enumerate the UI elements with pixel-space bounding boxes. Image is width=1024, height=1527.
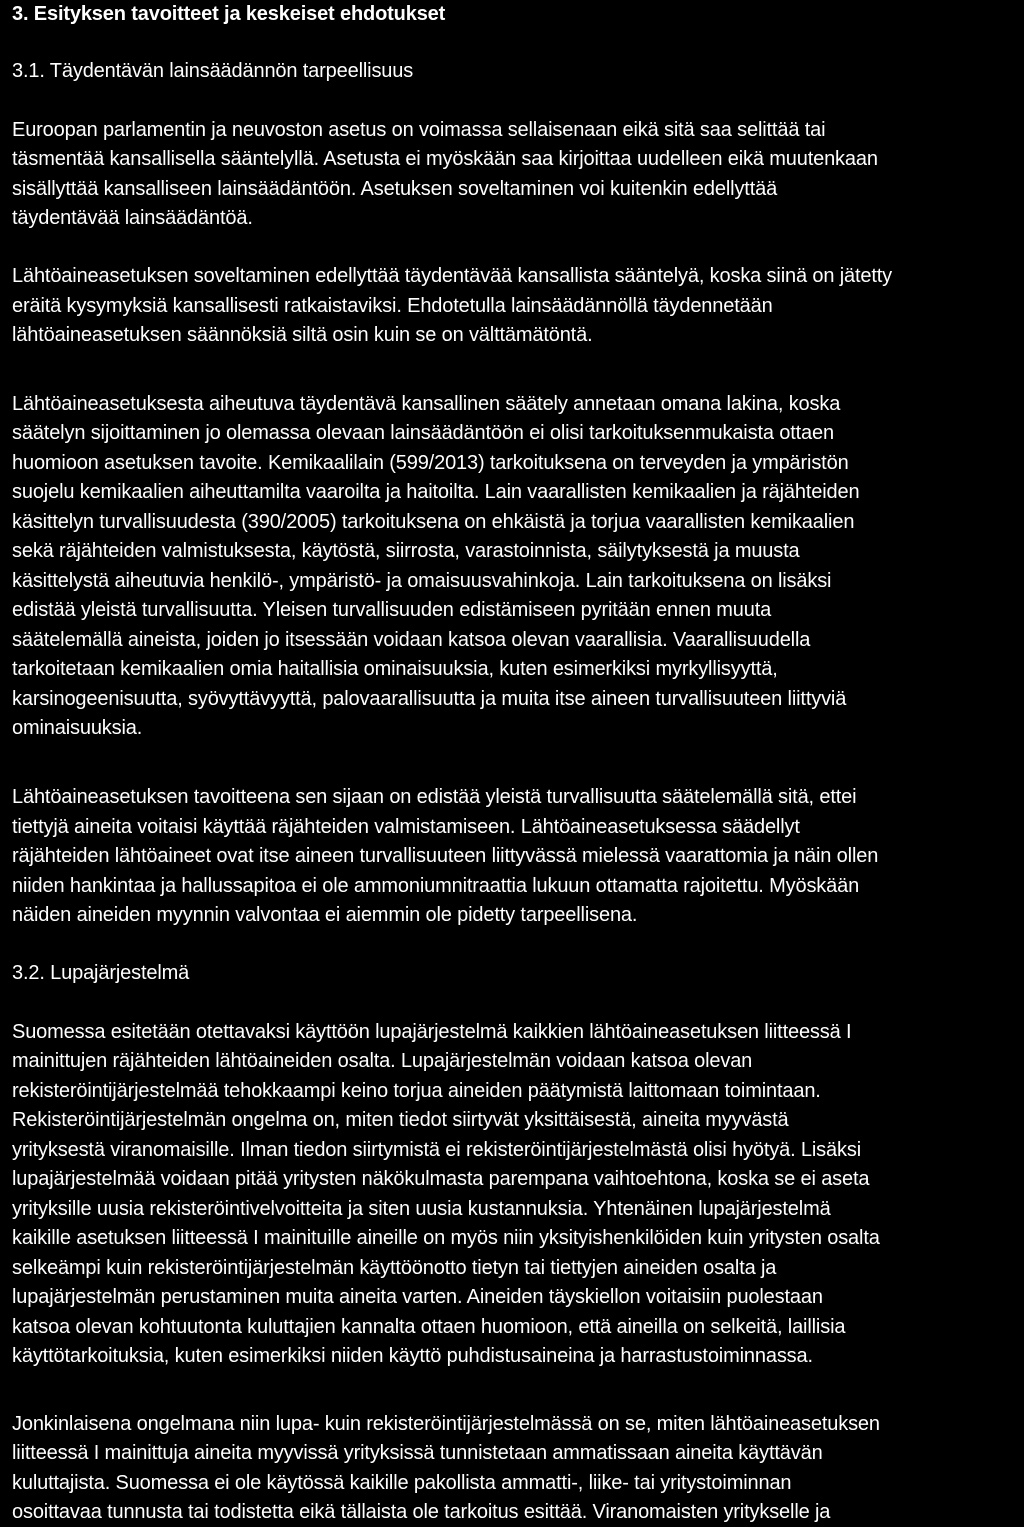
section-heading: 3. Esityksen tavoitteet ja keskeiset ehdotukset bbox=[12, 3, 446, 25]
text-line: eräitä kysymyksiä kansallisesti ratkaistaviksi. Ehdotetulla lainsäädännöllä täydennetään bbox=[12, 295, 773, 317]
text-line: säätelyn sijoittaminen jo olemassa olevaan lainsäädäntöön ei olisi tarkoituksenmukaista ottaen bbox=[12, 422, 834, 444]
text-line: sisällyttää kansalliseen lainsäädäntöön. Asetuksen soveltaminen voi kuitenkin edellyttää bbox=[12, 178, 778, 200]
text-line: ominaisuuksia. bbox=[12, 717, 143, 739]
text-line: Lähtöaineasetuksen tavoitteena sen sijaan on edistää yleistä turvallisuutta säätelemällä sitä, ettei bbox=[12, 786, 857, 808]
text-line: edistää yleistä turvallisuutta. Yleisen turvallisuuden edistämiseen pyritään ennen muuta bbox=[12, 599, 772, 621]
text-line: käsittelystä aiheutuvia henkilö-, ympäristö- ja omaisuusvahinkoja. Lain tarkoituksena on lisäksi bbox=[12, 570, 832, 592]
text-line: käyttötarkoituksia, kuten esimerkiksi niiden käyttö puhdistusaineina ja harrastustoiminnassa. bbox=[12, 1345, 813, 1367]
subsection-heading-3-1: 3.1. Täydentävän lainsäädännön tarpeellisuus bbox=[12, 60, 414, 82]
text-line: säätelemällä aineista, joiden jo itsessään voidaan katsoa olevan vaarallisia. Vaarallisuudella bbox=[12, 629, 811, 651]
text-line: selkeämpi kuin rekisteröintijärjestelmän käyttöönotto tietyn tai tiettyjen aineiden osalta ja bbox=[12, 1257, 777, 1279]
text-line: tiettyjä aineita voitaisi käyttää räjähteiden valmistamiseen. Lähtöaineasetuksessa säädellyt bbox=[12, 816, 800, 838]
text-line: osoittavaa tunnusta tai todistetta eikä tällaista ole tarkoitus esittää. Viranomaisten yritykselle ja bbox=[12, 1501, 831, 1523]
text-line: näiden aineiden myynnin valvontaa ei aiemmin ole pidetty tarpeellisena. bbox=[12, 904, 638, 926]
text-line: lähtöaineasetuksen säännöksiä siltä osin kuin se on välttämätöntä. bbox=[12, 324, 593, 346]
text-line: katsoa olevan kohtuutonta kuluttajien kannalta ottaen huomioon, että aineilla on selkeitä, laillisia bbox=[12, 1316, 846, 1338]
text-line: täydentävää lainsäädäntöä. bbox=[12, 207, 253, 229]
text-line: sekä räjähteiden valmistuksesta, käytöstä, siirrosta, varastoinnista, säilytyksestä ja muusta bbox=[12, 540, 800, 562]
text-line: huomioon asetuksen tavoite. Kemikaalilain (599/2013) tarkoituksena on terveyden ja ympäristön bbox=[12, 452, 849, 474]
text-line: räjähteiden lähtöaineet ovat itse aineen turvallisuuteen liittyvässä mielessä vaarattomia ja näin ollen bbox=[12, 845, 879, 867]
text-line: niiden hankintaa ja hallussapitoa ei ole ammoniumnitraattia lukuun ottamatta rajoitettu. Myöskään bbox=[12, 875, 860, 897]
text-line: mainittujen räjähteiden lähtöaineiden osalta. Lupajärjestelmän voidaan katsoa olevan bbox=[12, 1050, 753, 1072]
text-line: lupajärjestelmän perustaminen muita aineita varten. Aineiden täyskiellon voitaisiin puolestaan bbox=[12, 1286, 823, 1308]
text-line: suojelu kemikaalien aiheuttamilta vaaroilta ja haitoilta. Lain vaarallisten kemikaalien ja räjähteiden bbox=[12, 481, 860, 503]
text-line: yrityksille uusia rekisteröintivelvoitteita ja siten uusia kustannuksia. Yhtenäinen lupajärjestelmä bbox=[12, 1198, 831, 1220]
text-line: täsmentää kansallisella sääntelyllä. Asetusta ei myöskään saa kirjoittaa uudelleen eikä muutenkaan bbox=[12, 148, 878, 170]
text-line: Lähtöaineasetuksen soveltaminen edellyttää täydentävää kansallista sääntelyä, koska siinä on jätetty bbox=[12, 265, 893, 287]
text-line: Suomessa esitetään otettavaksi käyttöön lupajärjestelmä kaikkien lähtöaineasetuksen liitteessä I bbox=[12, 1021, 852, 1043]
text-line: käsittelyn turvallisuudesta (390/2005) tarkoituksena on ehkäistä ja torjua vaarallisten kemikaalien bbox=[12, 511, 855, 533]
text-line: Euroopan parlamentin ja neuvoston asetus on voimassa sellaisenaan eikä sitä saa selittää tai bbox=[12, 119, 826, 141]
text-line: rekisteröintijärjestelmää tehokkaampi keino torjua aineiden päätymistä laittomaan toimintaan. bbox=[12, 1080, 821, 1102]
text-line: tarkoitetaan kemikaalien omia haitallisia ominaisuuksia, kuten esimerkiksi myrkyllisyyttä, bbox=[12, 658, 778, 680]
text-line: kaikille asetuksen liitteessä I mainituille aineille on myös niin yksityishenkilöiden kuin yritysten osalta bbox=[12, 1227, 880, 1249]
subsection-heading-3-2: 3.2. Lupajärjestelmä bbox=[12, 962, 190, 984]
text-line: Lähtöaineasetuksesta aiheutuva täydentävä kansallinen säätely annetaan omana lakina, koska bbox=[12, 393, 841, 415]
text-line: karsinogeenisuutta, syövyttävyyttä, palovaarallisuutta ja muita itse aineen turvallisuuteen liittyviä bbox=[12, 688, 847, 710]
text-line: Jonkinlaisena ongelmana niin lupa- kuin rekisteröintijärjestelmässä on se, miten lähtöaineasetuksen bbox=[12, 1413, 880, 1435]
text-line: liitteessä I mainittuja aineita myyvissä yrityksissä tunnistetaan ammatissaan aineita käyttävän bbox=[12, 1442, 823, 1464]
text-line: kuluttajista. Suomessa ei ole käytössä kaikille pakollista ammatti-, liike- tai yritystoiminnan bbox=[12, 1472, 792, 1494]
text-line: Rekisteröintijärjestelmän ongelma on, miten tiedot siirtyvät yksittäisestä, aineita myyvästä bbox=[12, 1109, 789, 1131]
text-line: lupajärjestelmää voidaan pitää yritysten näkökulmasta parempana vaihtoehtona, koska se ei aseta bbox=[12, 1168, 870, 1190]
text-line: yrityksestä viranomaisille. Ilman tiedon siirtymistä ei rekisteröintijärjestelmästä olisi hyötyä. Lisäksi bbox=[12, 1139, 861, 1161]
